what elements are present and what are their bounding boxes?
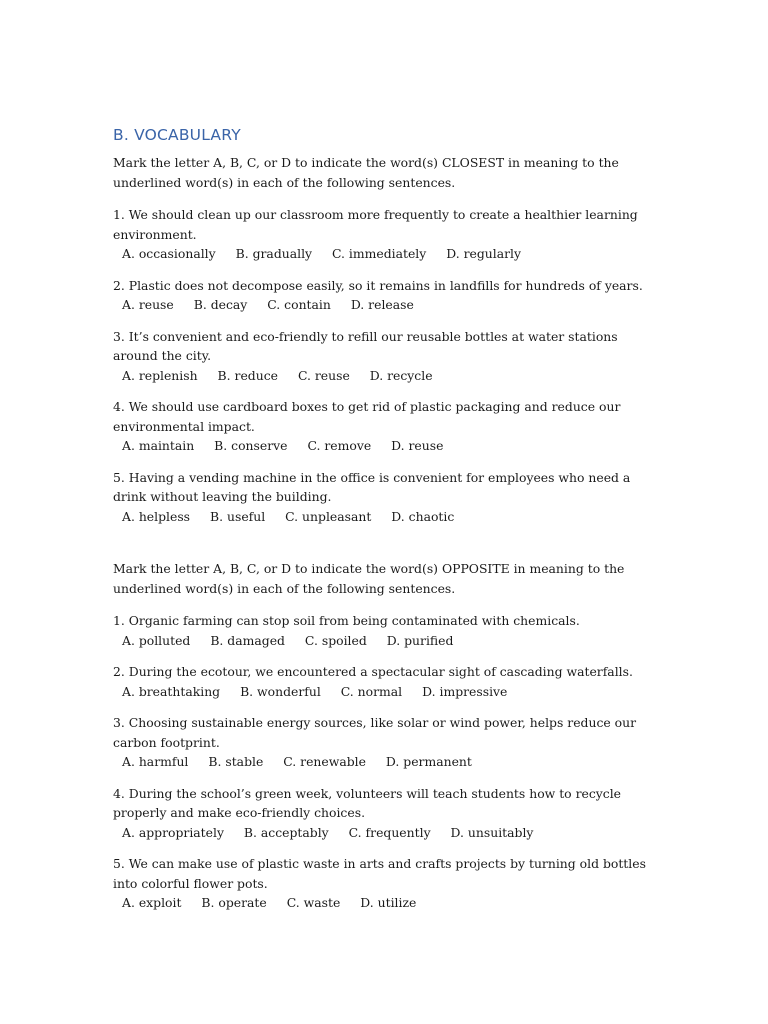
question-text: 1. We should clean up our classroom more frequently to create a healthier learning environment.: [113, 207, 638, 242]
question-text: 3. It’s convenient and eco-friendly to refill our reusable bottles at water stations around the city.: [113, 328, 618, 363]
option-c: C. unpleasant: [285, 508, 372, 524]
question-text: 4. We should use cardboard boxes to get rid of plastic packaging and reduce our environmental impact.: [113, 399, 621, 434]
option-b: B. operate: [201, 895, 267, 910]
section-closest: [113, 153, 658, 526]
question-item: [113, 327, 658, 386]
option-a: A. helpless: [122, 508, 191, 524]
question-text: 1. Organic farming can stop soil from being contaminated with chemicals.: [113, 613, 580, 628]
option-d: D. unsuitably: [450, 824, 534, 840]
option-d: D. permanent: [385, 754, 472, 769]
question-text: 2. Plastic does not decompose easily, so it remains in landfills for hundreds of years.: [113, 277, 643, 293]
question-item: [113, 662, 658, 701]
section-heading: B. VOCABULARY: [113, 126, 241, 144]
question-item: [113, 205, 658, 264]
option-b: B. reduce: [217, 367, 278, 383]
option-d: D. chaotic: [391, 508, 455, 524]
option-c: C. normal: [340, 683, 403, 699]
option-a: A. appropriately: [122, 824, 224, 840]
option-c: C. renewable: [283, 754, 366, 769]
option-c: C. spoiled: [304, 632, 367, 648]
answer-options: [113, 752, 658, 772]
question-item: [113, 784, 658, 843]
option-c: C. waste: [286, 895, 341, 910]
answer-options: [113, 295, 658, 315]
option-c: C. reuse: [297, 367, 350, 383]
option-b: B. wonderful: [240, 683, 321, 699]
option-d: D. impressive: [422, 683, 508, 699]
option-b: B. useful: [210, 508, 266, 524]
answer-options: [113, 244, 658, 264]
question-text: 4. During the school’s green week, volunteers will teach students how to recycle properly and make eco-friendly choices.: [113, 785, 622, 820]
answer-options: [113, 682, 658, 702]
option-a: A. harmful: [122, 754, 189, 769]
section-spacer: [113, 538, 658, 559]
option-c: C. immediately: [332, 246, 427, 261]
question-item: [113, 397, 658, 456]
question-text: 2. During the ecotour, we encountered a spectacular sight of cascading waterfalls.: [113, 664, 633, 679]
question-item: [113, 468, 658, 527]
option-d: D. regularly: [446, 246, 522, 261]
option-a: A. maintain: [122, 438, 195, 453]
option-b: B. acceptably: [243, 824, 329, 840]
question-text: 5. Having a vending machine in the office is convenient for employees who need a drink without leaving the building.: [113, 469, 631, 504]
option-d: D. utilize: [360, 895, 417, 910]
option-a: A. occasionally: [122, 246, 216, 261]
option-a: A. breathtaking: [122, 683, 221, 699]
answer-options: [113, 823, 658, 843]
option-d: D. recycle: [369, 367, 433, 383]
question-text: 3. Choosing sustainable energy sources, like solar or wind power, helps reduce our carbon footprint.: [113, 715, 637, 750]
answer-options: [113, 507, 658, 527]
option-b: B. damaged: [210, 632, 285, 648]
option-d: D. release: [350, 297, 414, 312]
option-a: A. polluted: [122, 632, 191, 648]
option-d: D. reuse: [391, 438, 444, 453]
option-b: B. conserve: [214, 438, 288, 453]
question-text: 5. We can make use of plastic waste in arts and crafts projects by turning old bottles into colorful flower pots.: [113, 856, 646, 891]
option-c: C. frequently: [348, 824, 431, 840]
answer-options: [113, 631, 658, 651]
option-b: B. stable: [208, 754, 264, 769]
question-item: [113, 713, 658, 772]
option-d: D. purified: [386, 632, 454, 648]
section-opposite: [113, 559, 658, 913]
question-item: [113, 276, 658, 315]
instruction-closest: Mark the letter A, B, C, or D to indicate the word(s) CLOSEST in meaning to the underlined word(s) in each of the following sentences.: [113, 155, 619, 190]
option-c: C. remove: [307, 438, 372, 453]
instruction-opposite: Mark the letter A, B, C, or D to indicate the word(s) OPPOSITE in meaning to the underlined word(s) in each of the following sentences.: [113, 561, 625, 596]
option-c: C. contain: [267, 297, 331, 312]
option-a: A. replenish: [122, 367, 198, 383]
question-item: [113, 854, 658, 913]
option-b: B. gradually: [235, 246, 313, 261]
document-page: [113, 124, 658, 925]
option-b: B. decay: [193, 297, 248, 312]
answer-options: [113, 436, 658, 456]
answer-options: [113, 893, 658, 913]
option-a: A. reuse: [122, 297, 174, 312]
question-item: [113, 611, 658, 650]
answer-options: [113, 366, 658, 386]
option-a: A. exploit: [122, 895, 182, 910]
